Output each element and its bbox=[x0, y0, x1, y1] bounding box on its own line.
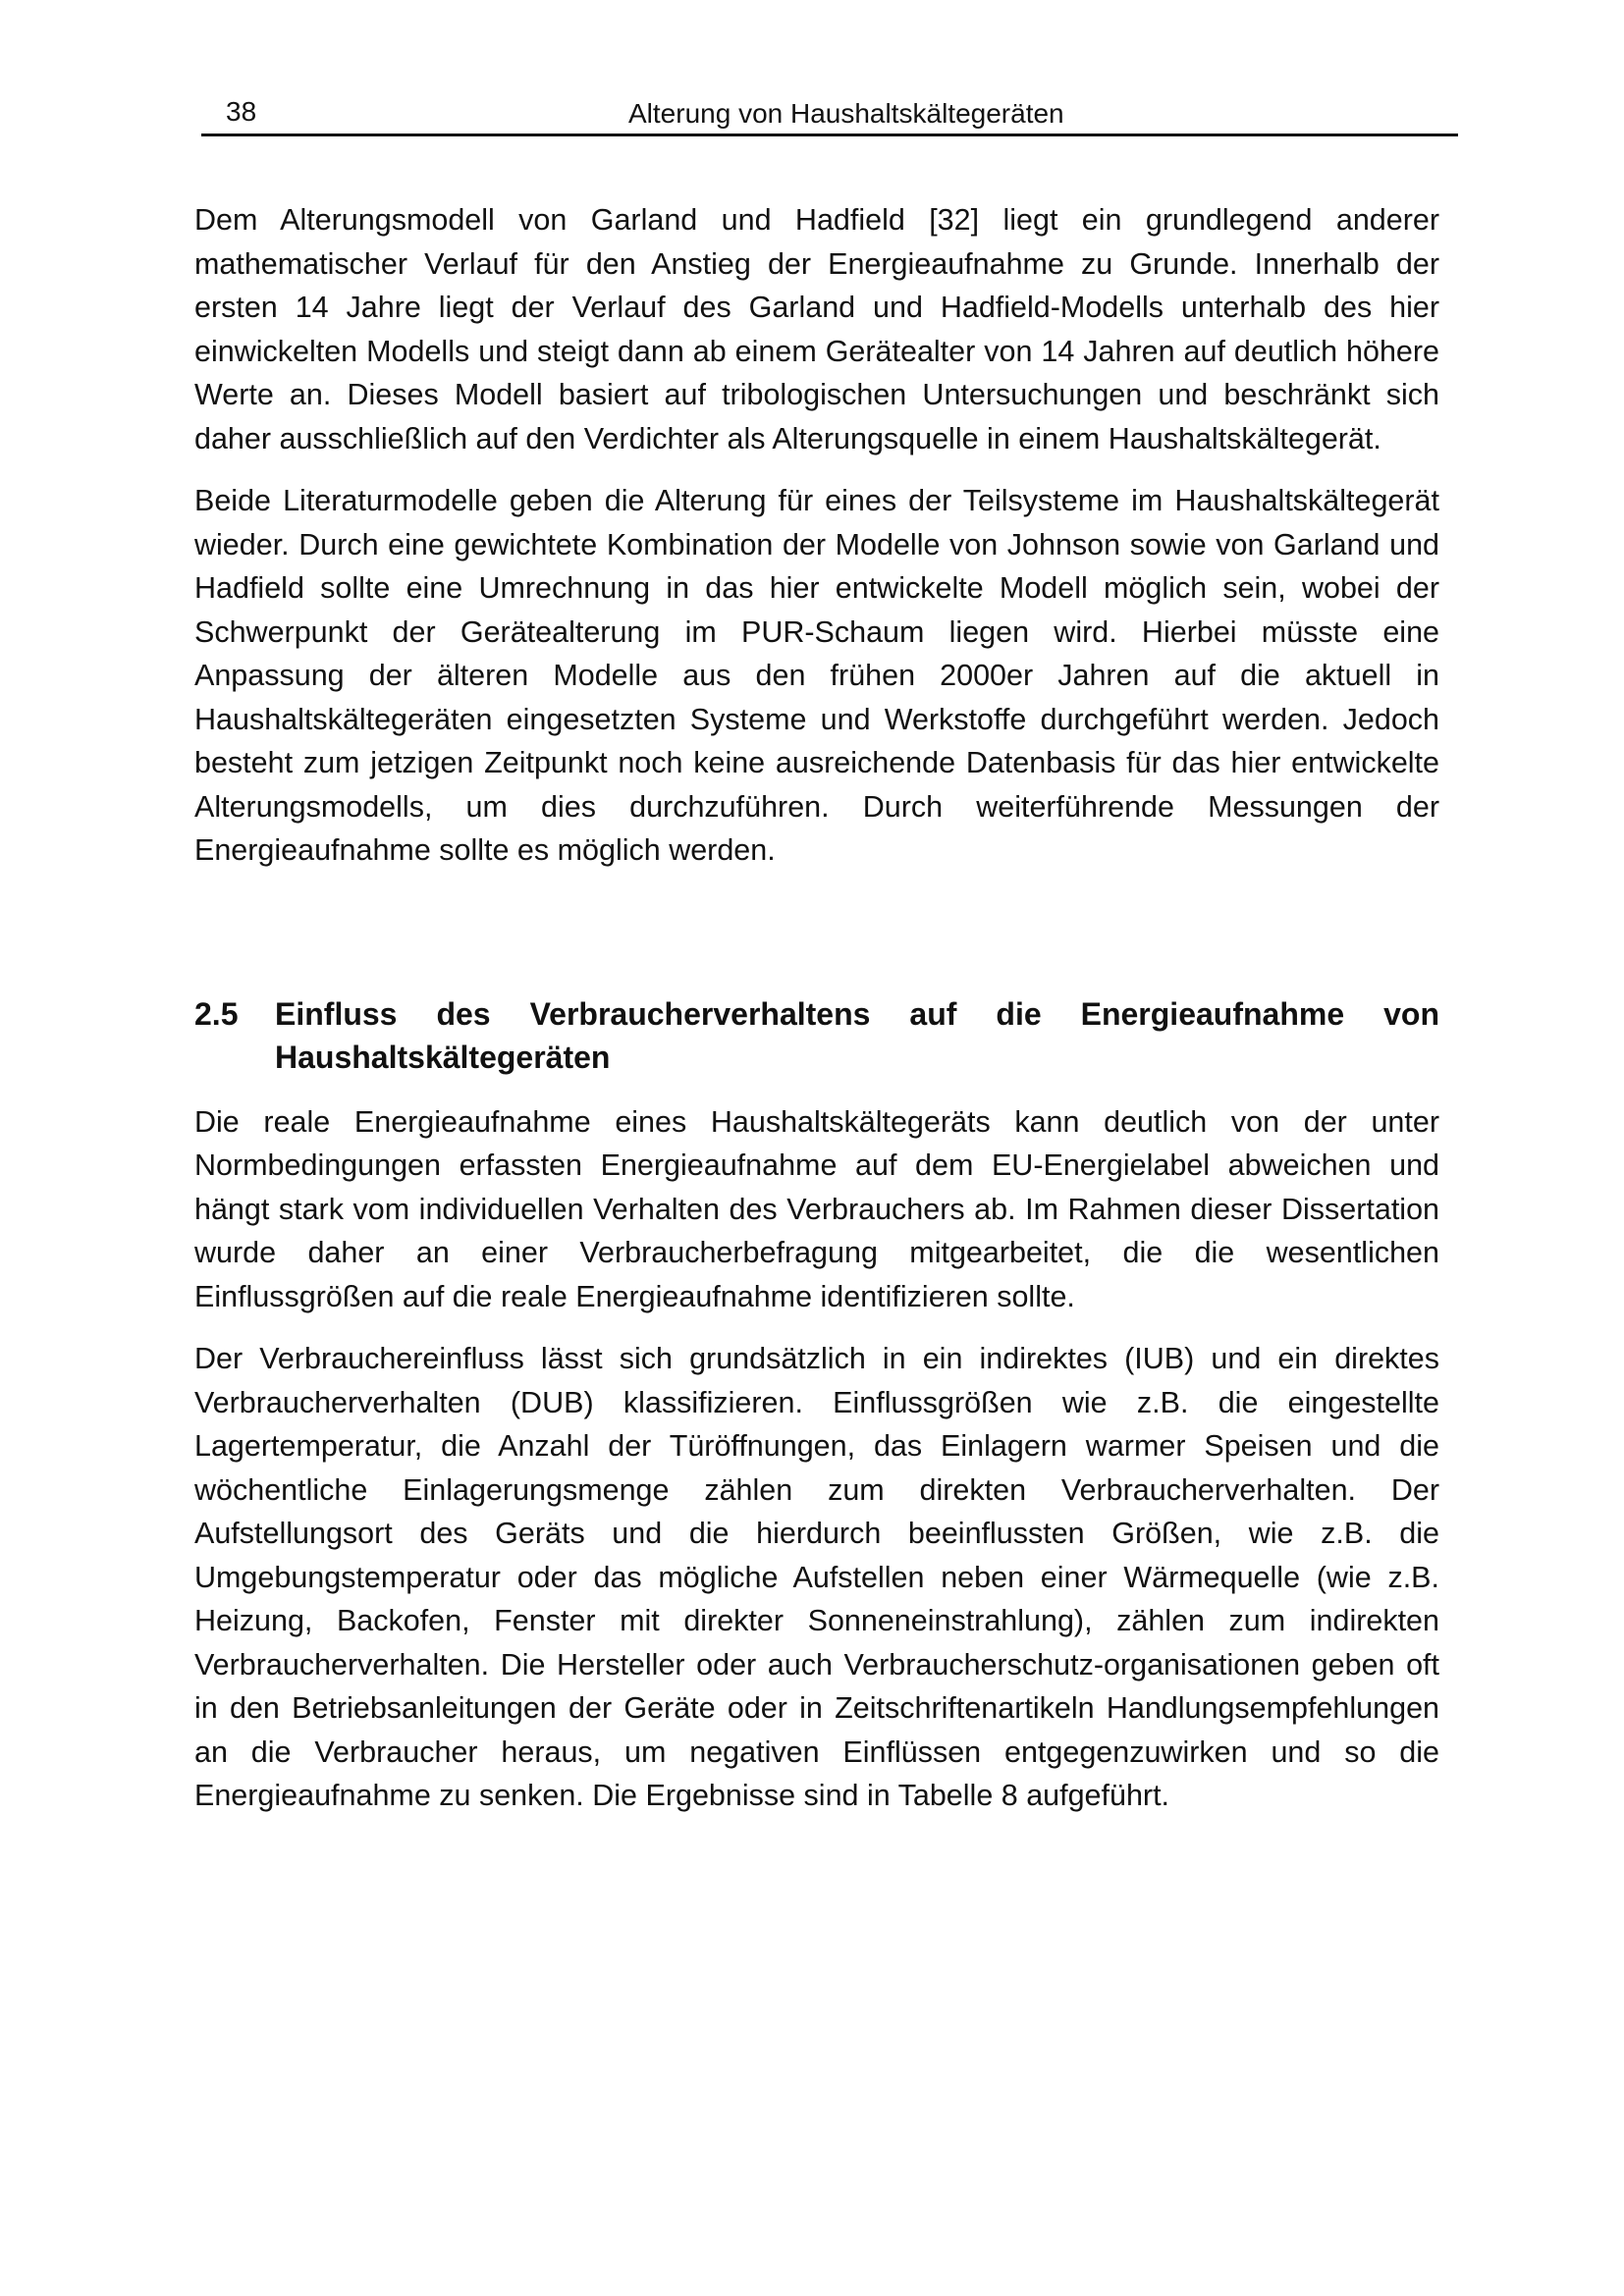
page-body bbox=[194, 198, 1439, 1818]
paragraph-literature-models: Beide Literaturmodelle geben die Alterung für eines der Teilsysteme im Haushaltskältegerät wieder. Durch eine gewichtete Kombination der Modelle von Johnson sowie von Garland und Hadfield sollte eine Umrechnung in das hier entwickelte Modell möglich sein, wobei der Schwerpunkt der Gerätealterung im PUR-Schaum liegen wird. Hierbei müsste eine Anpassung der älteren Modelle aus den frühen 2000er Jahren auf die aktuell in Haushaltskältegeräten eingesetzten Systeme und Werkstoffe durchgeführt werden. Jedoch besteht zum jetzigen Zeitpunkt noch keine ausreichende Datenbasis für das hier entwickelte Alterungsmodells, um dies durchzuführen. Durch weiterführende Messungen der Energieaufnahme sollte es möglich werden. bbox=[194, 484, 1439, 867]
paragraph-garland-hadfield-model: Dem Alterungsmodell von Garland und Hadfield [32] liegt ein grundlegend anderer mathematischer Verlauf für den Anstieg der Energieaufnahme zu Grunde. Innerhalb der ersten 14 Jahre liegt der Verlauf des Garland und Hadfield-Modells unterhalb des hier einwickelten Modells und steigt dann ab einem Gerätealter von 14 Jahren auf deutlich höhere Werte an. Dieses Modell basiert auf tribologischen Untersuchungen und beschränkt sich daher ausschließlich auf den Verdichter als Alterungsquelle in einem Haushaltskältegerät. bbox=[194, 203, 1439, 455]
running-title: Alterung von Haushaltskältegeräten bbox=[628, 98, 1064, 129]
page-number: 38 bbox=[226, 96, 257, 127]
paragraph-real-energy-consumption: Die reale Energieaufnahme eines Haushaltskältegeräts kann deutlich von der unter Normbedingungen erfassten Energieaufnahme auf dem EU-Energielabel abweichen und hängt stark vom individuellen Verhalten des Verbrauchers ab. Im Rahmen dieser Dissertation wurde daher an einer Verbraucherbefragung mitgearbeitet, die die wesentlichen Einflussgrößen auf die reale Energieaufnahme identifizieren sollte. bbox=[194, 1104, 1439, 1313]
section-number: 2.5 bbox=[194, 995, 239, 1032]
page-header bbox=[201, 92, 1458, 136]
section-title: Einfluss des Verbraucherverhaltens auf die Energieaufnahme von Haushaltskältegeräten bbox=[275, 995, 1439, 1075]
section-heading bbox=[194, 992, 1439, 1079]
paragraph-consumer-influence: Der Verbrauchereinfluss lässt sich grundsätzlich in ein indirektes (IUB) und ein direktes Verbraucherverhalten (DUB) klassifizieren. Einflussgrößen wie z.B. die eingestellte Lagertemperatur, die Anzahl der Türöffnungen, das Einlagern warmer Speisen und die wöchentliche Einlagerungsmenge zählen zum direkten Verbraucherverhalten. Der Aufstellungsort des Geräts und die hierdurch beeinflussten Größen, wie z.B. die Umgebungstemperatur oder das mögliche Aufstellen neben einer Wärmequelle (wie z.B. Heizung, Backofen, Fenster mit direkter Sonneneinstrahlung), zählen zum indirekten Verbraucherverhalten. Die Hersteller oder auch Verbraucherschutz-organisationen geben oft in den Betriebsanleitungen der Geräte oder in Zeitschriftenartikeln Handlungsempfehlungen an die Verbraucher heraus, um negativen Einflüssen entgegenzuwirken und so die Energieaufnahme zu senken. Die Ergebnisse sind in Tabelle 8 aufgeführt. bbox=[194, 1342, 1439, 1812]
